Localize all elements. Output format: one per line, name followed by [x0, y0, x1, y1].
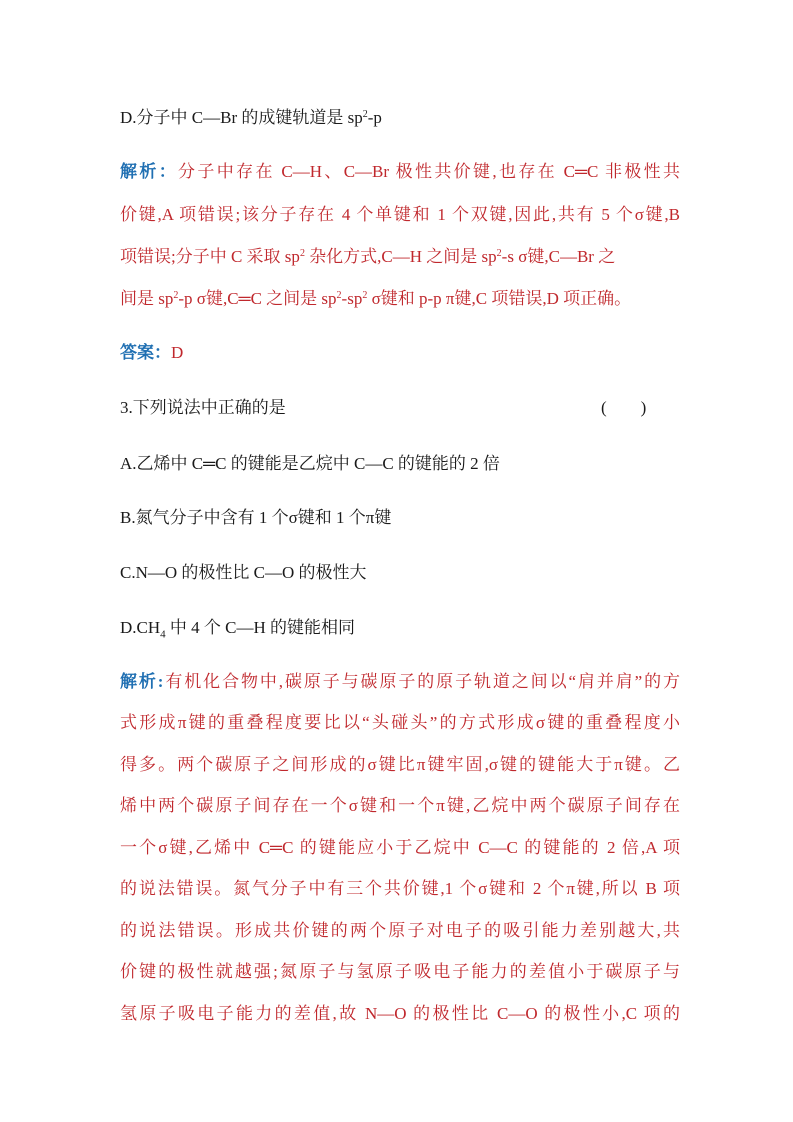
answer-line: [120, 341, 680, 365]
analysis-1-line-1: 解析：分子中存在 C—H、C—Br 极性共价键,也存在 C═C 非极性共: [120, 162, 680, 181]
analysis-3-line-1: 解析:有机化合物中,碳原子与碳原子的原子轨道之间以“肩并肩”的方: [120, 672, 680, 691]
question-3-stem: 3.下列说法中正确的是: [120, 398, 286, 417]
analysis-3-line-9: 氢原子吸电子能力的差值,故 N—O 的极性比 C—O 的极性小,C 项的: [120, 1004, 680, 1023]
option-a: A.乙烯中 C═C 的键能是乙烷中 C—C 的键能的 2 倍: [120, 454, 500, 473]
analysis-1-line-2: 价键,A 项错误;该分子存在 4 个单键和 1 个双键,因此,共有 5 个σ键,B: [120, 205, 680, 224]
analysis-3-line-6: 的说法错误。氮气分子中有三个共价键,1 个σ键和 2 个π键,所以 B 项: [120, 879, 680, 898]
analysis-3-line-7: 的说法错误。形成共价键的两个原子对电子的吸引能力差别越大,共: [120, 921, 680, 940]
answer-label: 答案：: [120, 343, 171, 362]
option-d-text: D.分子中 C—Br 的成键轨道是 $sp^2-p$: [120, 108, 382, 127]
analysis-label: 解析:: [120, 672, 164, 691]
analysis-3-line-8: 价键的极性就越强;氮原子与氢原子吸电子能力的差值小于碳原子与: [120, 962, 680, 981]
analysis-3-line-5: 一个σ键,乙烯中 C═C 的键能应小于乙烷中 C—C 的键能的 2 倍,A 项: [120, 838, 680, 857]
answer-value: D: [171, 343, 184, 362]
answer-blank-paren: ( ): [601, 398, 647, 417]
analysis-label: 解析：: [120, 162, 179, 181]
analysis-1-line-4: 间是 $sp^2-p$ σ键,C═C 之间是 $sp^2-sp^2$ σ键和 p-p π键,C 项错误,D 项正确。: [120, 289, 632, 308]
option-c: C.N—O 的极性比 C—O 的极性大: [120, 563, 367, 582]
analysis-3-line-2: 式形成π键的重叠程度要比以“头碰头”的方式形成σ键的重叠程度小: [120, 713, 680, 732]
analysis-3-line-3: 得多。两个碳原子之间形成的σ键比π键牢固,σ键的键能大于π键。乙: [120, 755, 680, 774]
analysis-3-line-4: 烯中两个碳原子间存在一个σ键和一个π键,乙烷中两个碳原子间存在: [120, 796, 680, 815]
option-b: B.氮气分子中含有 1 个σ键和 1 个π键: [120, 508, 392, 527]
analysis-1-line-3: 项错误;分子中 C 采取 $sp^2$ 杂化方式,C—H 之间是 $sp^2-s$ σ键,C—Br 之: [120, 247, 616, 266]
option-d: $D.CH_4$ 中 4 个 C—H 的键能相同: [120, 618, 356, 641]
